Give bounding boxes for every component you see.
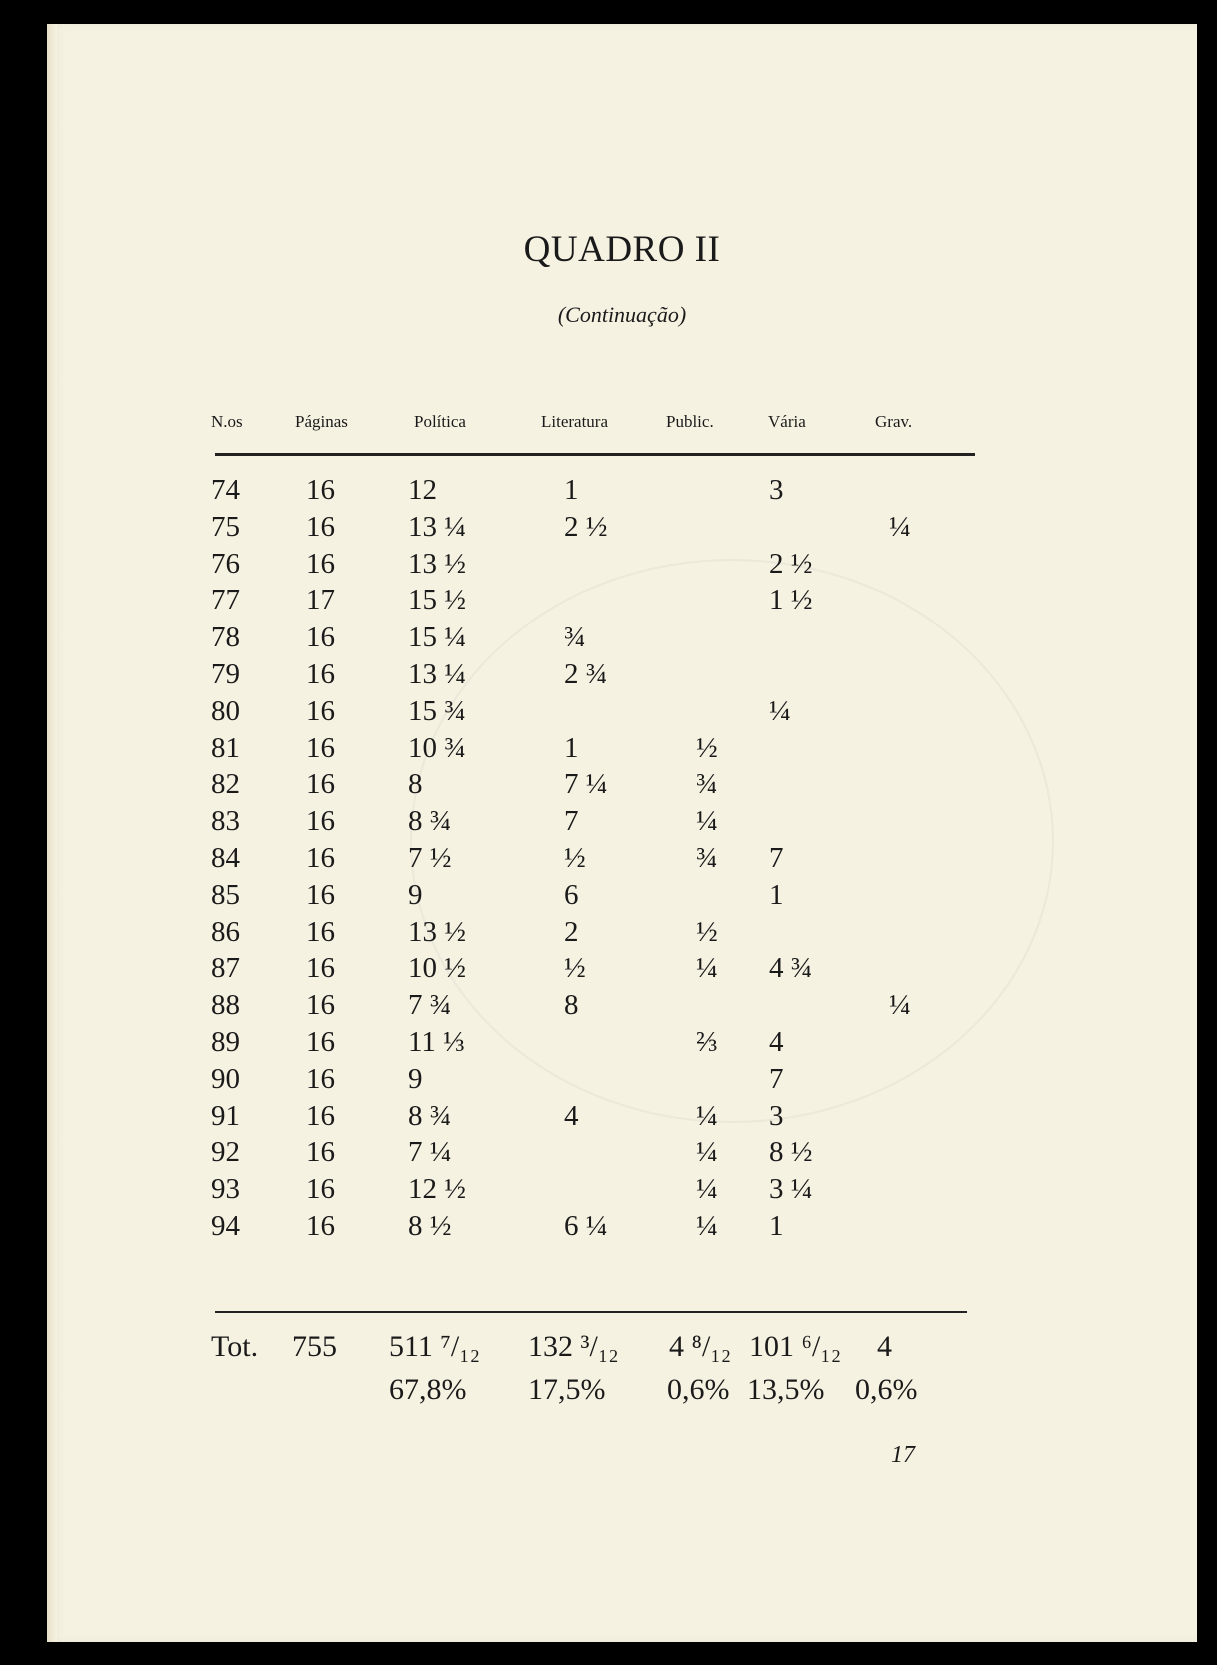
cell-politica: 15 ¼ <box>408 621 466 654</box>
table-row <box>47 1097 1197 1136</box>
cell-varia: 1 <box>769 1210 784 1242</box>
cell-num: 77 <box>211 584 240 617</box>
cell-public: ¼ <box>696 1210 718 1242</box>
totals-label: Tot. <box>211 1330 259 1363</box>
cell-politica: 13 ¼ <box>408 510 466 543</box>
cell-literatura: 2 ¾ <box>564 658 608 690</box>
cell-politica: 13 ½ <box>408 547 466 580</box>
header-rule <box>215 453 975 456</box>
table-row <box>47 692 1197 731</box>
cell-num: 93 <box>211 1173 240 1206</box>
cell-politica: 7 ½ <box>408 842 452 874</box>
cell-paginas: 16 <box>306 989 335 1022</box>
cell-num: 85 <box>211 878 240 911</box>
cell-paginas: 16 <box>306 1062 335 1095</box>
header-varia: Vária <box>768 412 806 431</box>
cell-public: ⅔ <box>696 1026 718 1058</box>
cell-num: 90 <box>211 1062 240 1095</box>
cell-num: 83 <box>211 805 240 838</box>
cell-num: 84 <box>211 842 240 874</box>
table-row <box>47 1060 1197 1099</box>
cell-paginas: 16 <box>306 510 335 543</box>
cell-paginas: 16 <box>306 952 335 985</box>
percent-politica: 67,8% <box>389 1373 467 1406</box>
cell-varia: 7 <box>769 1062 784 1095</box>
cell-public: ¼ <box>696 1099 718 1132</box>
totals-politica: 511 ⁷/₁₂ <box>389 1330 481 1363</box>
totals-public: 4 ⁸/₁₂ <box>669 1330 732 1363</box>
cell-public: ¼ <box>696 952 718 985</box>
cell-varia: 1 <box>769 878 784 911</box>
cell-public: ¼ <box>696 1136 718 1169</box>
cell-politica: 12 <box>408 474 437 506</box>
cell-politica: 8 ¾ <box>408 1099 452 1132</box>
cell-paginas: 16 <box>306 805 335 838</box>
cell-varia: 2 ½ <box>769 547 813 580</box>
totals-literatura: 132 ³/₁₂ <box>528 1330 619 1363</box>
cell-paginas: 16 <box>306 915 335 948</box>
cell-num: 94 <box>211 1210 240 1242</box>
cell-public: ¾ <box>696 768 718 801</box>
cell-public: ¾ <box>696 842 718 874</box>
cell-literatura: 7 ¼ <box>564 768 608 801</box>
cell-paginas: 16 <box>306 1173 335 1206</box>
table-row <box>47 1023 1197 1062</box>
table-row <box>47 949 1197 988</box>
page-number: 17 <box>891 1442 915 1468</box>
cell-politica: 10 ¾ <box>408 731 466 764</box>
table-row <box>47 765 1197 804</box>
table-row <box>47 1170 1197 1209</box>
cell-paginas: 17 <box>306 584 335 617</box>
book-page <box>47 24 1197 1642</box>
cell-paginas: 16 <box>306 731 335 764</box>
cell-politica: 7 ¼ <box>408 1136 452 1169</box>
cell-literatura: 4 <box>564 1099 579 1132</box>
cell-paginas: 16 <box>306 474 335 506</box>
cell-politica: 13 ½ <box>408 915 466 948</box>
cell-politica: 9 <box>408 1062 423 1095</box>
totals-varia: 101 ⁶/₁₂ <box>749 1330 842 1363</box>
totals-row <box>47 1326 1197 1368</box>
cell-literatura: 1 <box>564 731 579 764</box>
cell-literatura: 6 <box>564 878 579 911</box>
percent-public: 0,6% <box>667 1373 730 1406</box>
cell-num: 78 <box>211 621 240 654</box>
table-row <box>47 581 1197 620</box>
cell-literatura: ¾ <box>564 621 586 654</box>
cell-paginas: 16 <box>306 658 335 690</box>
cell-varia: ¼ <box>769 694 791 727</box>
cell-paginas: 16 <box>306 1210 335 1242</box>
header-grav: Grav. <box>875 412 913 431</box>
cell-num: 89 <box>211 1026 240 1058</box>
totals-grav: 4 <box>877 1330 892 1363</box>
table-row <box>47 839 1197 878</box>
percent-grav: 0,6% <box>855 1373 918 1406</box>
totals-paginas: 755 <box>292 1330 337 1363</box>
cell-num: 74 <box>211 474 240 506</box>
cell-varia: 4 ¾ <box>769 952 813 985</box>
table-row <box>47 802 1197 841</box>
cell-literatura: 1 <box>564 474 579 506</box>
cell-num: 80 <box>211 694 240 727</box>
cell-politica: 15 ¾ <box>408 694 466 727</box>
cell-literatura: ½ <box>564 842 586 874</box>
cell-num: 86 <box>211 915 240 948</box>
cell-literatura: 6 ¼ <box>564 1210 608 1242</box>
cell-num: 82 <box>211 768 240 801</box>
cell-politica: 12 ½ <box>408 1173 466 1206</box>
page-title: QUADRO II <box>523 229 721 270</box>
cell-num: 87 <box>211 952 240 985</box>
table-row <box>47 508 1197 547</box>
cell-public: ¼ <box>696 1173 718 1206</box>
cell-grav: ¼ <box>889 989 911 1022</box>
cell-politica: 13 ¼ <box>408 658 466 690</box>
cell-politica: 7 ¾ <box>408 989 452 1022</box>
cell-num: 81 <box>211 731 240 764</box>
cell-literatura: 2 <box>564 915 579 948</box>
cell-politica: 11 ⅓ <box>408 1026 465 1058</box>
cell-public: ¼ <box>696 805 718 838</box>
cell-literatura: ½ <box>564 952 586 985</box>
cell-paginas: 16 <box>306 694 335 727</box>
totals-rule <box>215 1311 967 1313</box>
table-row <box>47 545 1197 584</box>
table-row <box>47 618 1197 657</box>
table-row <box>47 1133 1197 1172</box>
cell-varia: 3 ¼ <box>769 1173 813 1206</box>
cell-num: 92 <box>211 1136 240 1169</box>
cell-literatura: 2 ½ <box>564 510 608 543</box>
cell-politica: 8 <box>408 768 423 801</box>
cell-paginas: 16 <box>306 547 335 580</box>
cell-paginas: 16 <box>306 1026 335 1058</box>
percent-literatura: 17,5% <box>528 1373 606 1406</box>
cell-varia: 3 <box>769 1099 784 1132</box>
cell-varia: 7 <box>769 842 784 874</box>
table-row <box>47 655 1197 694</box>
cell-paginas: 16 <box>306 1136 335 1169</box>
table-row <box>47 986 1197 1025</box>
cell-grav: ¼ <box>889 510 911 543</box>
cell-num: 88 <box>211 989 240 1022</box>
cell-politica: 9 <box>408 878 423 911</box>
percent-row <box>47 1369 1197 1411</box>
cell-politica: 8 ¾ <box>408 805 452 838</box>
cell-politica: 8 ½ <box>408 1210 452 1242</box>
percent-varia: 13,5% <box>747 1373 825 1406</box>
cell-num: 75 <box>211 510 240 543</box>
cell-num: 79 <box>211 658 240 690</box>
header-literatura: Literatura <box>541 412 609 431</box>
table-row <box>47 876 1197 915</box>
header-num: N.os <box>211 412 243 431</box>
cell-public: ½ <box>696 915 718 948</box>
cell-num: 91 <box>211 1099 240 1132</box>
cell-public: ½ <box>696 731 718 764</box>
cell-varia: 4 <box>769 1026 784 1058</box>
cell-literatura: 7 <box>564 805 579 838</box>
cell-paginas: 16 <box>306 768 335 801</box>
cell-num: 76 <box>211 547 240 580</box>
cell-varia: 3 <box>769 474 784 506</box>
cell-varia: 1 ½ <box>769 584 813 617</box>
cell-paginas: 16 <box>306 1099 335 1132</box>
table-row <box>47 471 1197 510</box>
cell-paginas: 16 <box>306 842 335 874</box>
header-public: Public. <box>666 412 714 431</box>
cell-paginas: 16 <box>306 878 335 911</box>
header-politica: Política <box>414 412 466 431</box>
cell-varia: 8 ½ <box>769 1136 813 1169</box>
cell-politica: 15 ½ <box>408 584 466 617</box>
page-subtitle: (Continuação) <box>557 302 687 327</box>
table-row <box>47 729 1197 768</box>
cell-literatura: 8 <box>564 989 579 1022</box>
cell-paginas: 16 <box>306 621 335 654</box>
table-row <box>47 1207 1197 1246</box>
header-paginas: Páginas <box>295 412 348 431</box>
table-row <box>47 913 1197 952</box>
cell-politica: 10 ½ <box>408 952 466 985</box>
